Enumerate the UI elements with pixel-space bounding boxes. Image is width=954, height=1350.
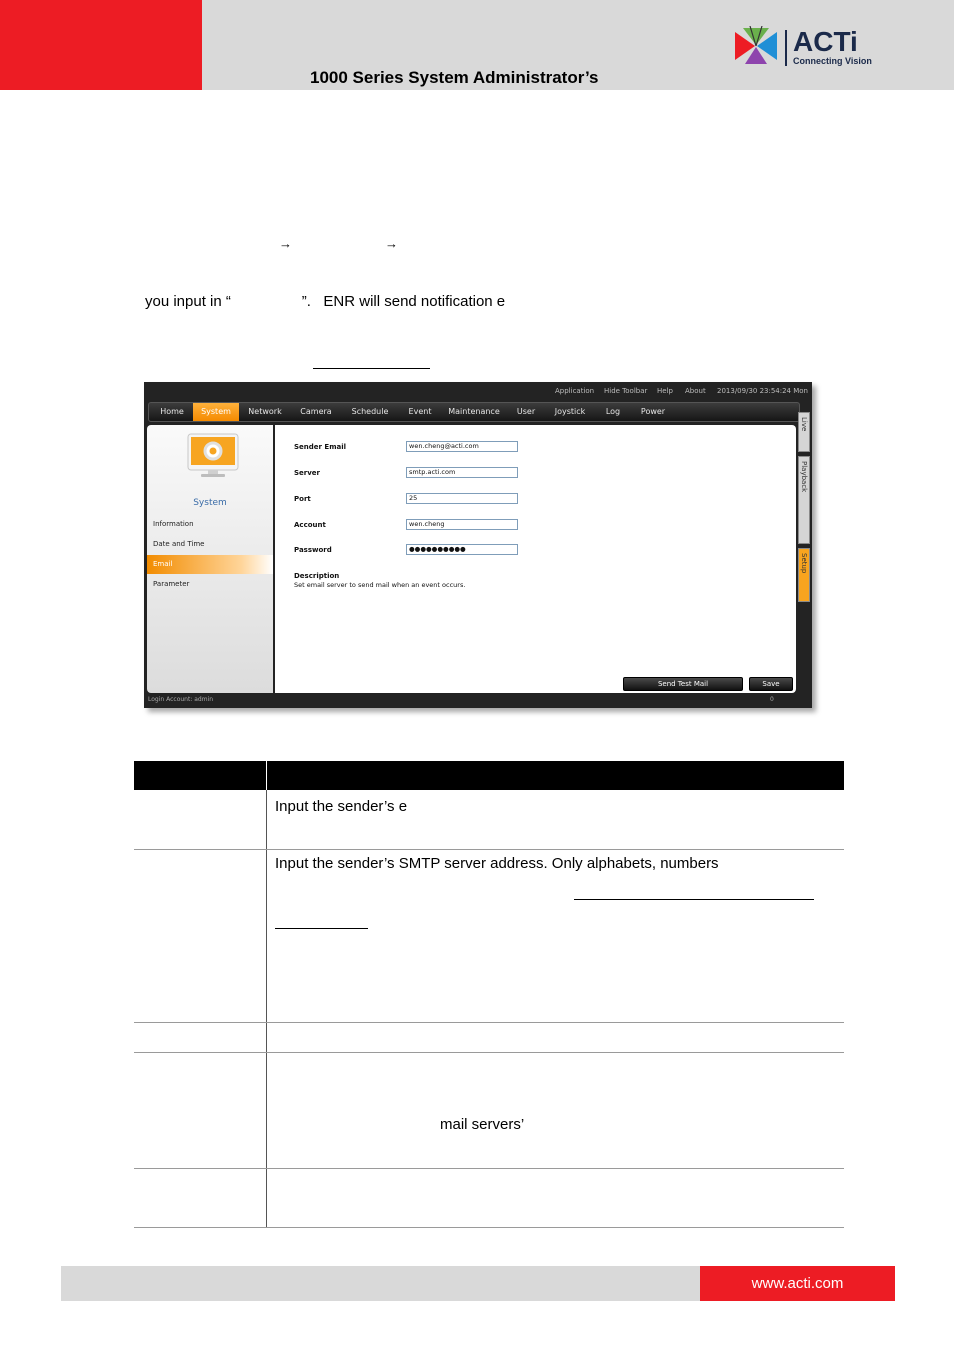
page-header-red-block	[0, 0, 202, 90]
table-bottom-border	[134, 1227, 844, 1228]
account-label: Account	[294, 521, 326, 529]
side-item-information[interactable]: Information	[153, 520, 194, 528]
hide-toolbar-link[interactable]: Hide Toolbar	[604, 387, 648, 395]
menu-path-arrow-1: →	[279, 236, 292, 251]
port-field[interactable]: 25	[406, 493, 518, 504]
description-text: Set email server to send mail when an event occurs.	[294, 581, 466, 589]
status-counter: 0	[770, 696, 774, 703]
nav-event[interactable]: Event	[408, 407, 432, 416]
send-test-mail-button[interactable]: Send Test Mail	[623, 677, 743, 691]
system-monitor-icon	[187, 433, 239, 479]
table-header	[134, 761, 844, 790]
link-underline	[275, 928, 368, 929]
table-row-server-desc: Input the sender’s SMTP server address. Only alphabets, numbers	[275, 855, 719, 872]
enr-email-setup-screenshot	[144, 382, 812, 708]
email-settings-form	[275, 425, 796, 693]
side-item-date-and-time[interactable]: Date and Time	[153, 540, 205, 548]
logo-separator	[785, 30, 787, 66]
main-nav-bar	[148, 402, 800, 422]
table-column-divider	[266, 790, 267, 1228]
system-panel-title: System	[193, 498, 227, 508]
sender-email-label: Sender Email	[294, 443, 347, 451]
logo-wordmark: ACTi	[793, 26, 858, 57]
table-row-separator	[134, 1052, 844, 1053]
help-link[interactable]: Help	[657, 387, 673, 395]
table-row-account-desc: mail servers’	[440, 1116, 525, 1133]
login-account-status: Login Account: admin	[148, 696, 214, 703]
account-field[interactable]: wen.cheng	[406, 519, 518, 530]
application-link[interactable]: Application	[555, 387, 595, 395]
nav-schedule[interactable]: Schedule	[351, 407, 389, 416]
nav-log[interactable]: Log	[605, 407, 621, 416]
menu-path-arrow-2: →	[385, 236, 398, 251]
sender-email-field[interactable]: wen.cheng@acti.com	[406, 441, 518, 452]
screenshot-topbar	[144, 382, 812, 399]
password-label: Password	[294, 546, 332, 554]
paragraph-fragment: you input in “ ”. ENR will send notification e	[145, 293, 506, 310]
page-footer-band	[61, 1266, 700, 1301]
parameter-table	[134, 761, 844, 1228]
table-row-sender-email-desc: Input the sender’s e	[275, 798, 408, 815]
datetime-display: 2013/09/30 23:54:24 Mon	[717, 387, 808, 395]
side-tab-live[interactable]: Live	[798, 412, 810, 452]
table-row-separator	[134, 1168, 844, 1169]
nav-home[interactable]: Home	[160, 407, 184, 416]
side-tab-setup[interactable]: Setup	[798, 548, 810, 602]
footer-url-link[interactable]: www.acti.com	[751, 1275, 844, 1292]
logo-tagline: Connecting Vision	[793, 56, 872, 66]
setup-left-panel	[147, 425, 273, 693]
document-title: 1000 Series System Administrator’s	[310, 68, 599, 87]
side-item-parameter[interactable]: Parameter	[153, 580, 190, 588]
nav-system[interactable]: System	[193, 403, 239, 421]
nav-network[interactable]: Network	[248, 407, 282, 416]
server-label: Server	[294, 469, 321, 477]
password-field[interactable]: ●●●●●●●●●●	[406, 544, 518, 555]
table-row-separator	[134, 849, 844, 850]
nav-user[interactable]: User	[516, 407, 536, 416]
side-item-email[interactable]: Email	[147, 555, 273, 574]
nav-joystick[interactable]: Joystick	[554, 407, 586, 416]
server-field[interactable]: smtp.acti.com	[406, 467, 518, 478]
table-header-divider	[266, 761, 267, 790]
save-button[interactable]: Save	[749, 677, 793, 691]
port-label: Port	[294, 495, 311, 503]
about-link[interactable]: About	[685, 387, 706, 395]
link-underline	[574, 899, 814, 900]
reference-underline	[313, 368, 430, 369]
description-label: Description	[294, 572, 340, 580]
nav-power[interactable]: Power	[640, 407, 666, 416]
nav-camera[interactable]: Camera	[300, 407, 332, 416]
nav-maintenance[interactable]: Maintenance	[448, 407, 500, 416]
side-tab-playback[interactable]: Playback	[798, 456, 810, 544]
side-tab-strip	[798, 412, 810, 702]
table-row-separator	[134, 1022, 844, 1023]
